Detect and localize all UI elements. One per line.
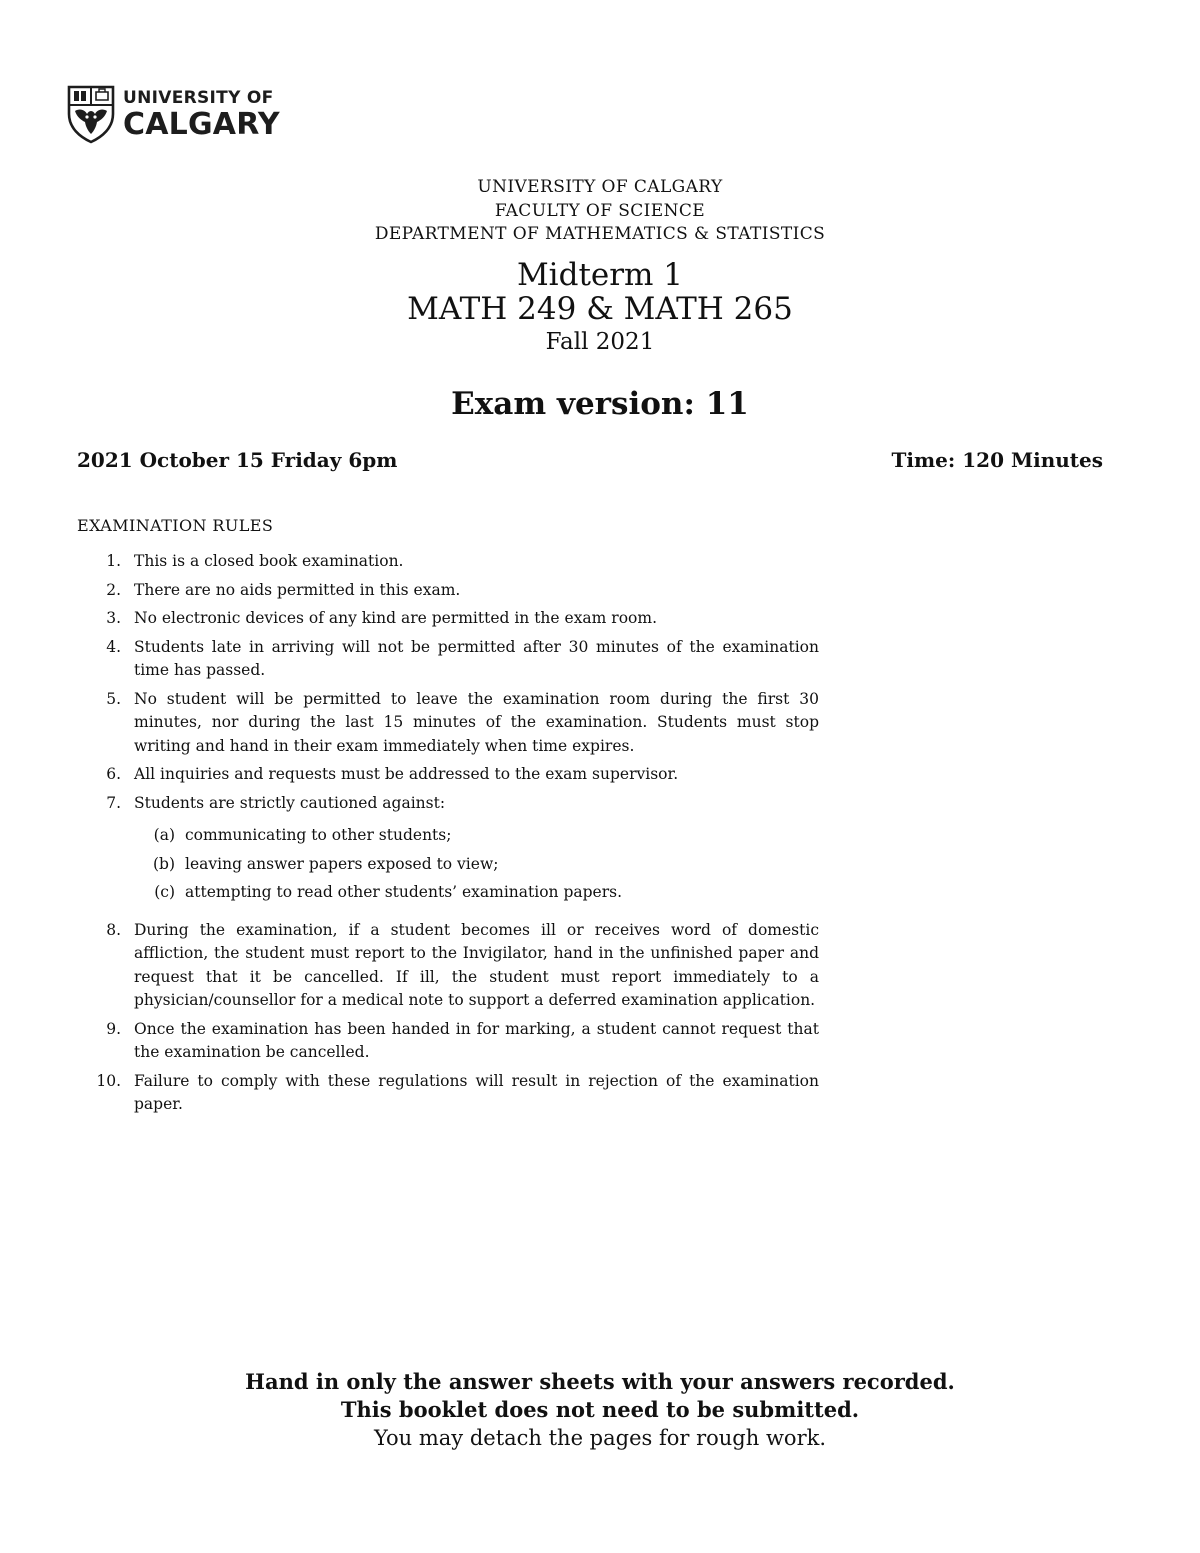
- rule-item: [77, 579, 819, 603]
- rule-number: 7.: [106, 793, 121, 812]
- rule-number: 8.: [106, 920, 121, 939]
- sub-rule-item: [134, 824, 819, 848]
- institution-header: [0, 176, 1200, 247]
- rule-item: [77, 792, 819, 905]
- rule-item: [77, 763, 819, 787]
- rule-item: [77, 550, 819, 574]
- rule-text: Students late in arriving will not be permitted after 30 minutes of the examination time has passed.: [134, 637, 819, 679]
- sub-rule-label: (c): [154, 883, 175, 901]
- sub-rule-item: [134, 881, 819, 905]
- faculty-name: FACULTY OF SCIENCE: [494, 200, 706, 221]
- exam-duration: Time: 120 Minutes: [891, 448, 1103, 472]
- exam-info-row: [77, 448, 1103, 472]
- footer-booklet-note: This booklet does not need to be submitted.: [340, 1397, 860, 1422]
- rule-number: 3.: [106, 609, 121, 627]
- sub-rule-item: [134, 853, 819, 877]
- rule-number: 2.: [106, 580, 121, 599]
- rule-number: 10.: [96, 1071, 121, 1090]
- rule-text: This is a closed book examination.: [134, 552, 404, 570]
- exam-date: 2021 October 15 Friday 6pm: [77, 448, 398, 472]
- rules-list: [77, 550, 819, 1122]
- rule-sublist: [134, 824, 819, 905]
- rule-text: During the examination, if a student becomes ill or receives word of domestic affliction, the student must report to the Invigilator, hand in the unfinished paper and request that it be cancelled. If ill, the student must report immediately to a physician/counsellor for a medical note to support a deferred examination application.: [134, 920, 819, 1009]
- rule-text: Students are strictly cautioned against:: [134, 793, 446, 812]
- exam-courses: MATH 249 & MATH 265: [407, 291, 793, 327]
- rules-heading: EXAMINATION RULES: [77, 516, 274, 535]
- rule-text: Once the examination has been handed in for marking, a student cannot request that the examination be cancelled.: [134, 1019, 819, 1061]
- sub-rule-text: communicating to other students;: [185, 826, 452, 844]
- footer-answer-sheets: Hand in only the answer sheets with your answers recorded.: [245, 1369, 955, 1394]
- rule-text: There are no aids permitted in this exam.: [134, 580, 461, 599]
- rule-item: [77, 1018, 819, 1065]
- rule-number: 6.: [106, 765, 121, 783]
- rule-text: No student will be permitted to leave the examination room during the first 30 minutes, nor during the last 15 minutes of the examination. Students must stop writing and hand in their exam immediately when time expires.: [134, 689, 819, 755]
- rule-number: 1.: [106, 552, 121, 570]
- rule-number: 4.: [106, 637, 121, 656]
- sub-rule-label: (b): [152, 854, 175, 873]
- exam-term: Fall 2021: [545, 329, 655, 355]
- university-crest-icon: [66, 84, 116, 144]
- department-name: DEPARTMENT OF MATHEMATICS & STATISTICS: [374, 224, 826, 244]
- rule-text: No electronic devices of any kind are permitted in the exam room.: [134, 609, 657, 627]
- footer-rough-work: You may detach the pages for rough work.: [373, 1426, 827, 1450]
- rule-text: Failure to comply with these regulations will result in rejection of the examination paper.: [134, 1071, 819, 1113]
- rule-item: [77, 919, 819, 1013]
- sub-rule-text: attempting to read other students’ examination papers.: [185, 883, 623, 901]
- rule-text: All inquiries and requests must be addressed to the exam supervisor.: [134, 765, 679, 783]
- rule-number: 9.: [106, 1019, 121, 1038]
- rule-number: 5.: [106, 689, 121, 708]
- logo-wordmark: [123, 88, 280, 140]
- rule-item: [77, 607, 819, 631]
- exam-title-block: [0, 258, 1200, 358]
- exam-title: Midterm 1: [516, 257, 684, 293]
- university-logo: [66, 84, 280, 144]
- exam-version: Exam version: 11: [451, 386, 749, 422]
- footer-instructions: [0, 1368, 1200, 1452]
- rule-item: [77, 636, 819, 683]
- sub-rule-label: (a): [153, 826, 175, 844]
- logo-line-university: UNIVERSITY OF: [123, 88, 274, 108]
- university-name: UNIVERSITY OF CALGARY: [477, 177, 723, 197]
- logo-line-calgary: CALGARY: [123, 107, 280, 142]
- rule-item: [77, 1070, 819, 1117]
- rule-item: [77, 688, 819, 759]
- sub-rule-text: leaving answer papers exposed to view;: [185, 854, 499, 873]
